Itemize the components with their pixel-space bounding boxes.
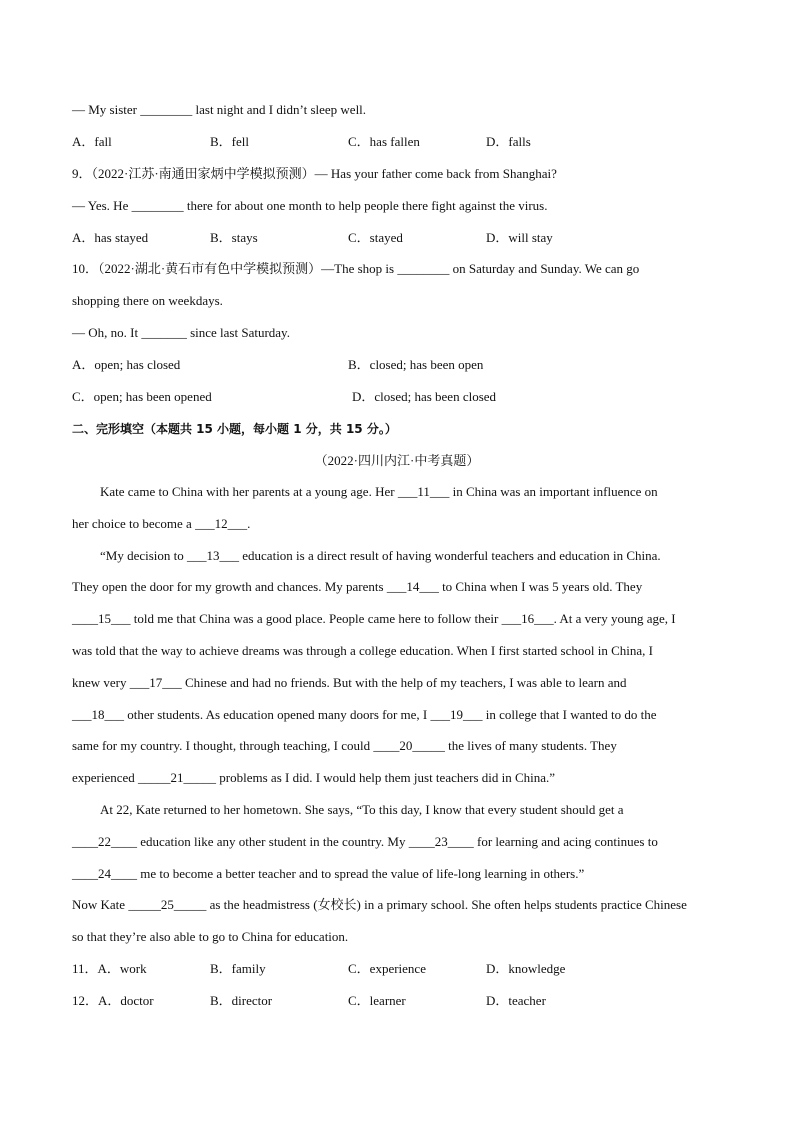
blank-18[interactable]: ___18___ — [72, 707, 124, 722]
q8-stem: — My sister ________ last night and I didn’t sleep well. — [72, 102, 367, 117]
option-b[interactable]: B．stays — [210, 230, 258, 245]
q9-stem-2: — Yes. He ________ there for about one month to help people there fight against the virus. — [72, 198, 548, 213]
option-b[interactable]: B．closed; has been open — [348, 357, 484, 372]
passage-line: so that they’re also able to go to China for education. — [72, 929, 349, 944]
q10-stem-3: — Oh, no. It _______ since last Saturday. — [72, 325, 290, 340]
option-d[interactable]: D．will stay — [486, 230, 553, 245]
text: told me that China was a good place. People came here to follow their — [130, 611, 502, 626]
passage-line — [72, 769, 732, 787]
q10-stem-2: shopping there on weekdays. — [72, 293, 223, 308]
blank-15[interactable]: ____15___ — [72, 611, 131, 626]
option-a[interactable]: A．open; has closed — [72, 357, 181, 372]
passage-line — [72, 610, 732, 628]
option-d[interactable]: D．falls — [486, 134, 531, 149]
blank-23[interactable]: ____23____ — [408, 834, 474, 849]
passage-line — [72, 578, 732, 596]
blank-22[interactable]: ____22____ — [72, 834, 137, 849]
text: knew very — [72, 675, 130, 690]
passage-line — [72, 896, 732, 914]
text: Now Kate — [72, 897, 129, 912]
text: in college that I wanted to do the — [482, 707, 657, 722]
blank-11[interactable]: ___11___ — [397, 484, 450, 499]
passage-source: （2022·四川内江·中考真题） — [314, 453, 480, 468]
option-d[interactable]: D．closed; has been closed — [352, 389, 497, 404]
option-a[interactable]: A．fall — [72, 134, 112, 149]
q10-stem: 10．（2022·湖北·黄石市有色中学模拟预测）—The shop is ________ on Saturday and Sunday. We can go — [72, 261, 640, 276]
text: her choice to become a — [72, 516, 196, 531]
text: for learning and acing continues to — [473, 834, 658, 849]
blank-13[interactable]: ___13___ — [187, 548, 240, 563]
option-c[interactable]: C．stayed — [348, 230, 403, 245]
blank-24[interactable]: ____24____ — [72, 866, 137, 881]
text: experienced — [72, 770, 139, 785]
blank-14[interactable]: ___14___ — [386, 579, 439, 594]
blank-21[interactable]: _____21_____ — [138, 770, 217, 785]
option-b[interactable]: B．director — [210, 993, 273, 1008]
text: in China was an important influence on — [449, 484, 658, 499]
passage-line: At 22, Kate returned to her hometown. She says, “To this day, I know that every student should get a — [100, 802, 624, 817]
option-a[interactable]: A．has stayed — [72, 230, 149, 245]
blank-12[interactable]: ___12___ — [195, 516, 248, 531]
passage-line — [72, 833, 732, 851]
option-b[interactable]: B．fell — [210, 134, 249, 149]
passage-line: was told that the way to achieve dreams was through a college education. When I first started school in China, I — [72, 643, 653, 658]
text: education is a direct result of having wonderful teachers and education in China. — [239, 548, 661, 563]
text: . — [247, 516, 251, 531]
option-c[interactable]: C．experience — [348, 961, 426, 976]
option-b[interactable]: B．family — [210, 961, 266, 976]
blank-19[interactable]: ___19___ — [430, 707, 483, 722]
q9-stem: 9．（2022·江苏·南通田家炳中学模拟预测）— Has your father come back from Shanghai? — [72, 166, 557, 181]
option-d[interactable]: D．teacher — [486, 993, 546, 1008]
text: other students. As education opened many doors for me, I — [124, 707, 431, 722]
passage-line — [72, 674, 732, 692]
option-c[interactable]: C．open; has been opened — [72, 389, 212, 404]
text: problems as I did. I would help them just teachers did in China.” — [216, 770, 556, 785]
blank-25[interactable]: _____25_____ — [128, 897, 207, 912]
text: Kate came to China with her parents at a young age. Her — [100, 484, 398, 499]
text: . At a very young age, I — [553, 611, 676, 626]
text: to China when I was 5 years old. They — [438, 579, 643, 594]
text: Chinese and had no friends. But with the help of my teachers, I was able to learn and — [181, 675, 627, 690]
option-d[interactable]: D．knowledge — [486, 961, 566, 976]
blank-17[interactable]: ___17___ — [129, 675, 182, 690]
option-c[interactable]: C．has fallen — [348, 134, 420, 149]
text: as the headmistress (女校长) in a primary school. She often helps students practice Chinese — [206, 897, 687, 912]
passage-line — [100, 483, 732, 501]
text: They open the door for my growth and chances. My parents — [72, 579, 387, 594]
passage-line — [72, 865, 732, 883]
section-heading: 二、完形填空（本题共 15 小题，每小题 1 分，共 15 分。） — [72, 422, 397, 436]
text: “My decision to — [100, 548, 188, 563]
option-a[interactable]: 12．A．doctor — [72, 993, 154, 1008]
option-a[interactable]: 11．A．work — [72, 961, 147, 976]
text: same for my country. I thought, through teaching, I could — [72, 738, 374, 753]
passage-line — [72, 515, 732, 533]
option-c[interactable]: C．learner — [348, 993, 406, 1008]
blank-20[interactable]: ____20_____ — [373, 738, 445, 753]
passage-line — [72, 706, 732, 724]
text: me to become a better teacher and to spread the value of life-long learning in others.” — [137, 866, 585, 881]
text: education like any other student in the country. My — [137, 834, 409, 849]
blank-16[interactable]: ___16___ — [501, 611, 554, 626]
text: the lives of many students. They — [444, 738, 617, 753]
passage-line — [100, 547, 732, 565]
passage-line — [72, 737, 732, 755]
